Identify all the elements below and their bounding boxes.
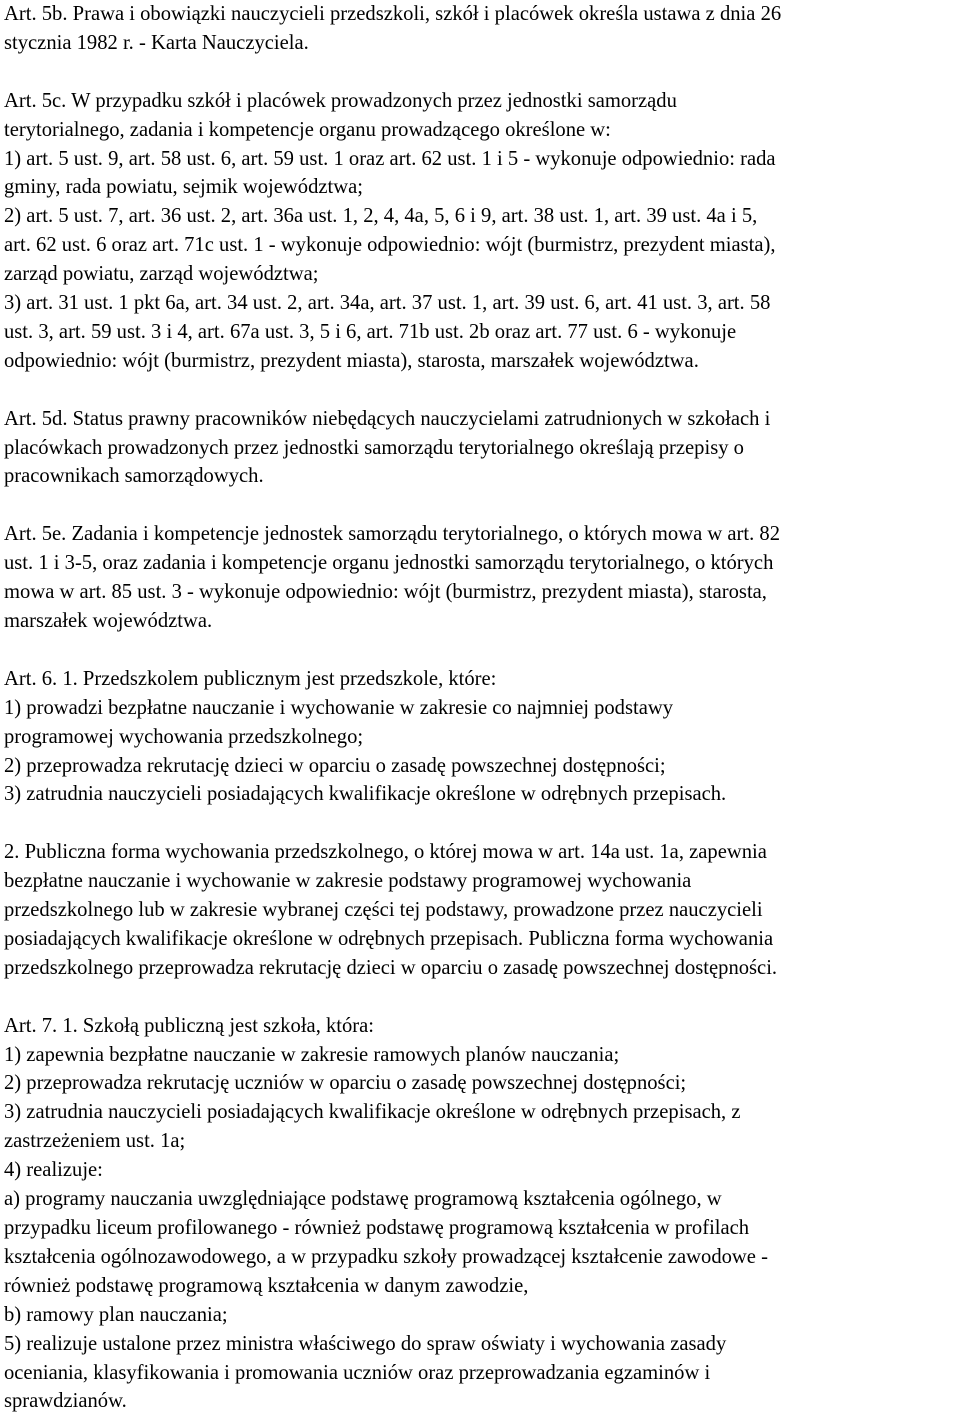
text-line: zastrzeżeniem ust. 1a; xyxy=(4,1130,186,1153)
text-line: kształcenia ogólnozawodowego, a w przypadku szkoły prowadzącej kształcenie zawodowe - xyxy=(4,1245,768,1268)
paragraph-gap xyxy=(4,983,956,1012)
text-line: przypadku liceum profilowanego - również podstawę programową kształcenia w profilach xyxy=(4,1216,750,1239)
text-line: odpowiednio: wójt (burmistrz, prezydent miasta), starosta, marszałek województwa. xyxy=(4,349,699,372)
text-line: 2) art. 5 ust. 7, art. 36 ust. 2, art. 36a ust. 1, 2, 4, 4a, 5, 6 i 9, art. 38 ust. 1, art. 39 ust. 4a i 5, xyxy=(4,205,758,228)
text-line: 1) prowadzi bezpłatne nauczanie i wychowanie w zakresie co najmniej podstawy xyxy=(4,696,674,719)
text-line: a) programy nauczania uwzględniające podstawę programową kształcenia ogólnego, w xyxy=(4,1188,722,1211)
text-line: posiadających kwalifikacje określone w odrębnych przepisach. Publiczna forma wychowania xyxy=(4,927,774,950)
document-text xyxy=(4,0,956,1416)
text-line: 3) zatrudnia nauczycieli posiadających kwalifikacje określone w odrębnych przepisach, z xyxy=(4,1101,741,1124)
paragraph-gap xyxy=(4,58,956,87)
text-line: 3) art. 31 ust. 1 pkt 6a, art. 34 ust. 2, art. 34a, art. 37 ust. 1, art. 39 ust. 6, art. 41 ust. 3, art. 58 xyxy=(4,292,771,315)
text-line: oceniania, klasyfikowania i promowania uczniów oraz przeprowadzania egzaminów i xyxy=(4,1361,711,1384)
text-line: 2. Publiczna forma wychowania przedszkolnego, o której mowa w art. 14a ust. 1a, zapewnia xyxy=(4,841,767,864)
text-line: 4) realizuje: xyxy=(4,1159,103,1182)
paragraph-gap xyxy=(4,376,956,405)
text-line: 2) przeprowadza rekrutację uczniów w oparciu o zasadę powszechnej dostępności; xyxy=(4,1072,687,1095)
text-line: ust. 3, art. 59 ust. 3 i 4, art. 67a ust. 3, 5 i 6, art. 71b ust. 2b oraz art. 77 ust. 6 - wykonuje xyxy=(4,320,737,343)
paragraph-gap xyxy=(4,809,956,838)
text-line: art. 62 ust. 6 oraz art. 71c ust. 1 - wykonuje odpowiednio: wójt (burmistrz, prezydent miasta), xyxy=(4,234,776,257)
text-line: Art. 7. 1. Szkołą publiczną jest szkoła, która: xyxy=(4,1014,375,1037)
text-line: Art. 5d. Status prawny pracowników niebędących nauczycielami zatrudnionych w szkołach i xyxy=(4,407,771,430)
text-line: mowa w art. 85 ust. 3 - wykonuje odpowiednio: wójt (burmistrz, prezydent miasta), starosta, xyxy=(4,581,767,604)
text-line: marszałek województwa. xyxy=(4,609,213,632)
text-line: gminy, rada powiatu, sejmik województwa; xyxy=(4,176,363,199)
paragraph-gap xyxy=(4,491,956,520)
text-line: Art. 6. 1. Przedszkolem publicznym jest przedszkole, które: xyxy=(4,667,497,690)
text-line: przedszkolnego lub w zakresie wybranej części tej podstawy, prowadzone przez nauczycieli xyxy=(4,899,763,922)
text-line: 1) zapewnia bezpłatne nauczanie w zakresie ramowych planów nauczania; xyxy=(4,1043,620,1066)
text-line: Art. 5c. W przypadku szkół i placówek prowadzonych przez jednostki samorządu xyxy=(4,89,677,112)
text-line: 5) realizuje ustalone przez ministra właściwego do spraw oświaty i wychowania zasady xyxy=(4,1332,727,1355)
text-line: Art. 5b. Prawa i obowiązki nauczycieli przedszkoli, szkół i placówek określa ustawa z dnia 26 xyxy=(4,3,782,25)
text-line: Art. 5e. Zadania i kompetencje jednostek samorządu terytorialnego, o których mowa w art. 82 xyxy=(4,523,781,546)
text-line: b) ramowy plan nauczania; xyxy=(4,1303,228,1326)
text-line: sprawdzianów. xyxy=(4,1390,127,1413)
text-line: bezpłatne nauczanie i wychowanie w zakresie podstawy programowej wychowania xyxy=(4,870,692,893)
text-line: placówkach prowadzonych przez jednostki samorządu terytorialnego określają przepisy o xyxy=(4,436,744,459)
text-line: terytorialnego, zadania i kompetencje organu prowadzącego określone w: xyxy=(4,118,611,141)
text-line: zarząd powiatu, zarząd województwa; xyxy=(4,263,319,286)
text-line: 1) art. 5 ust. 9, art. 58 ust. 6, art. 59 ust. 1 oraz art. 62 ust. 1 i 5 - wykonuje odpowiednio: rada xyxy=(4,147,776,170)
text-line: przedszkolnego przeprowadza rekrutację dzieci w oparciu o zasadę powszechnej dostępności. xyxy=(4,956,778,979)
text-line: pracownikach samorządowych. xyxy=(4,465,264,488)
text-line: 2) przeprowadza rekrutację dzieci w oparciu o zasadę powszechnej dostępności; xyxy=(4,754,666,777)
text-line: stycznia 1982 r. - Karta Nauczyciela. xyxy=(4,31,309,54)
text-line: 3) zatrudnia nauczycieli posiadających kwalifikacje określone w odrębnych przepisach. xyxy=(4,783,727,806)
paragraph-gap xyxy=(4,636,956,665)
text-line: również podstawę programową kształcenia w danym zawodzie, xyxy=(4,1274,529,1297)
text-line: ust. 1 i 3-5, oraz zadania i kompetencje organu jednostki samorządu terytorialnego, o których xyxy=(4,552,774,575)
text-line: programowej wychowania przedszkolnego; xyxy=(4,725,364,748)
